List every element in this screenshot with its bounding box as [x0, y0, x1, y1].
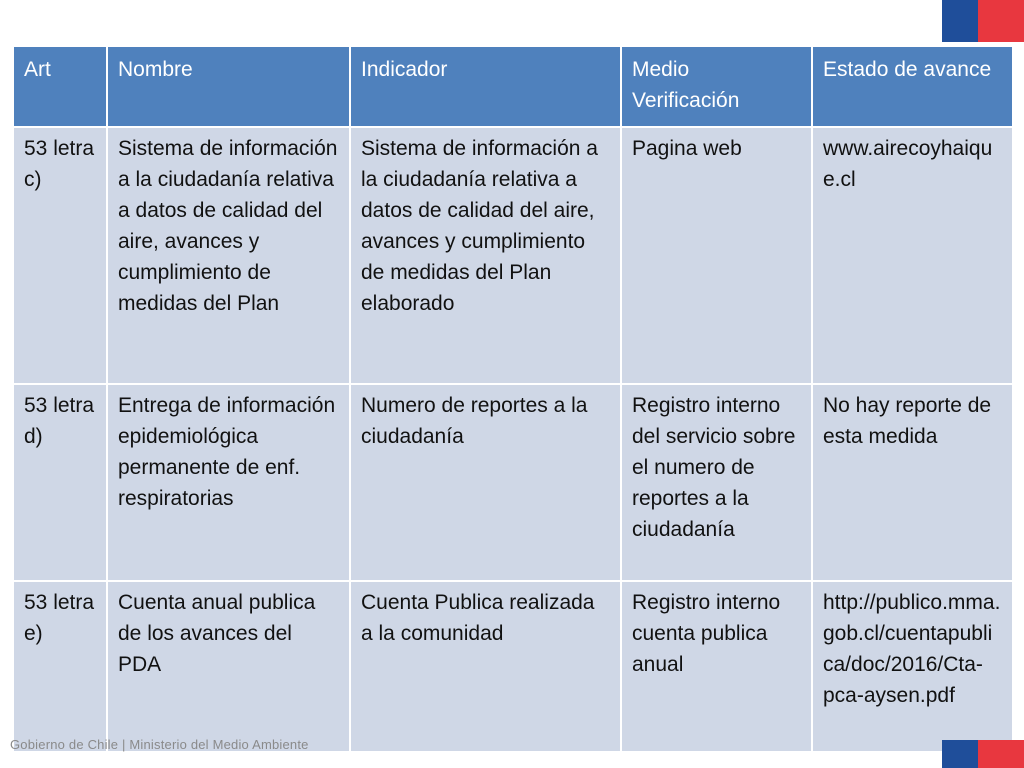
- table-header-row: [13, 46, 1013, 127]
- flag-red-block: [978, 740, 1024, 768]
- header-estado-de-avance: Estado de avance: [812, 46, 1013, 127]
- cell-estado-de-avance: No hay reporte de esta medida: [812, 384, 1013, 581]
- pda-measures-table: [12, 45, 1014, 753]
- cell-nombre: Entrega de información epidemiológica permanente de enf. respiratorias: [107, 384, 350, 581]
- cell-medio-verificacion: Registro interno cuenta publica anual: [621, 581, 812, 752]
- flag-blue-block: [942, 740, 978, 768]
- cell-nombre: Cuenta anual publica de los avances del PDA: [107, 581, 350, 752]
- header-medio-verificacion: Medio Verificación: [621, 46, 812, 127]
- cell-art: 53 letra d): [13, 384, 107, 581]
- table-row: [13, 384, 1013, 581]
- header-nombre: Nombre: [107, 46, 350, 127]
- cell-nombre: Sistema de información a la ciudadanía relativa a datos de calidad del aire, avances y cumplimiento de medidas del Plan: [107, 127, 350, 384]
- table-row: [13, 581, 1013, 752]
- header-art: Art: [13, 46, 107, 127]
- cell-art: 53 letra c): [13, 127, 107, 384]
- chile-flag-decoration-bottom: [942, 740, 1024, 768]
- cell-medio-verificacion: Pagina web: [621, 127, 812, 384]
- footer-institution-text: Gobierno de Chile | Ministerio del Medio Ambiente: [10, 737, 309, 752]
- header-indicador: Indicador: [350, 46, 621, 127]
- cell-indicador: Cuenta Publica realizada a la comunidad: [350, 581, 621, 752]
- cell-estado-de-avance: www.airecoyhaique.cl: [812, 127, 1013, 384]
- cell-indicador: Numero de reportes a la ciudadanía: [350, 384, 621, 581]
- cell-art: 53 letra e): [13, 581, 107, 752]
- cell-medio-verificacion: Registro interno del servicio sobre el numero de reportes a la ciudadanía: [621, 384, 812, 581]
- chile-flag-decoration-top: [942, 0, 1024, 42]
- table-row: [13, 127, 1013, 384]
- cell-indicador: Sistema de información a la ciudadanía relativa a datos de calidad del aire, avances y cumplimiento de medidas del Plan elaborado: [350, 127, 621, 384]
- flag-blue-block: [942, 0, 978, 42]
- flag-red-block: [978, 0, 1024, 42]
- cell-estado-de-avance: http://publico.mma.gob.cl/cuentapublica/doc/2016/Cta-pca-aysen.pdf: [812, 581, 1013, 752]
